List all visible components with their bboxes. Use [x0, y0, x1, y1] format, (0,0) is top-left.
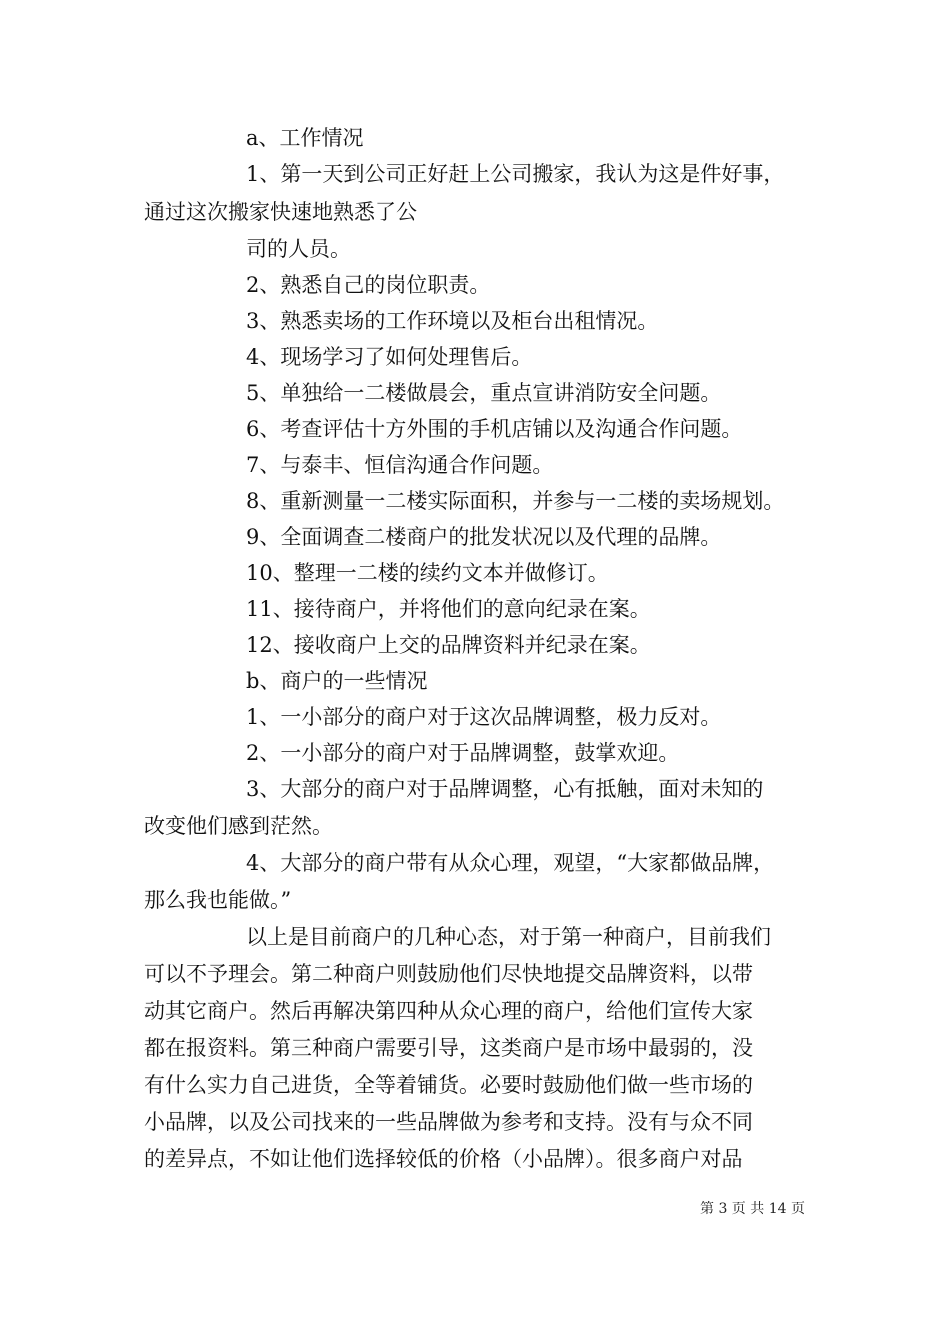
list-item: 8、重新测量一二楼实际面积，并参与一二楼的卖场规划。	[246, 489, 785, 513]
paragraph-line: 改变他们感到茫然。	[144, 814, 333, 838]
paragraph-line: 4、大部分的商户带有从众心理，观望，“大家都做品牌，	[246, 851, 775, 875]
page-number-footer: 第 3 页 共 14 页	[700, 1201, 805, 1217]
paragraph-line: 1、第一天到公司正好赶上公司搬家，我认为这是件好事，	[246, 162, 785, 186]
list-item: 4、现场学习了如何处理售后。	[246, 345, 533, 369]
list-item: 6、考查评估十方外围的手机店铺以及沟通合作问题。	[246, 417, 743, 441]
list-item: 1、一小部分的商户对于这次品牌调整，极力反对。	[246, 705, 722, 729]
list-item: 3、熟悉卖场的工作环境以及柜台出租情况。	[246, 309, 659, 333]
list-item: 10、整理一二楼的续约文本并做修订。	[246, 561, 609, 585]
list-item: 11、接待商户，并将他们的意向纪录在案。	[246, 597, 651, 621]
paragraph-line: 司的人员。	[246, 237, 351, 261]
paragraph-line: 以上是目前商户的几种心态，对于第一种商户，目前我们	[246, 925, 771, 949]
paragraph-line: 可以不予理会。第二种商户则鼓励他们尽快地提交品牌资料，以带	[144, 962, 753, 986]
section-heading-b: b、商户的一些情况	[246, 669, 428, 693]
list-item: 7、与泰丰、恒信沟通合作问题。	[246, 453, 554, 477]
paragraph-line: 小品牌，以及公司找来的一些品牌做为参考和支持。没有与众不同	[144, 1110, 753, 1134]
paragraph-line: 通过这次搬家快速地熟悉了公	[144, 200, 417, 224]
paragraph-line: 的差异点，不如让他们选择较低的价格（小品牌）。很多商户对品	[144, 1147, 743, 1171]
paragraph-line: 动其它商户。然后再解决第四种从众心理的商户，给他们宣传大家	[144, 999, 753, 1023]
list-item: 9、全面调查二楼商户的批发状况以及代理的品牌。	[246, 525, 722, 549]
list-item: 5、单独给一二楼做晨会，重点宣讲消防安全问题。	[246, 381, 722, 405]
paragraph-line: 有什么实力自己进货，全等着铺货。必要时鼓励他们做一些市场的	[144, 1073, 753, 1097]
paragraph-line: 都在报资料。第三种商户需要引导，这类商户是市场中最弱的，没	[144, 1036, 753, 1060]
section-heading-a: a、工作情况	[246, 126, 364, 150]
list-item: 2、熟悉自己的岗位职责。	[246, 273, 491, 297]
paragraph-line: 那么我也能做。”	[144, 888, 292, 912]
list-item: 2、一小部分的商户对于品牌调整，鼓掌欢迎。	[246, 741, 680, 765]
paragraph-line: 3、大部分的商户对于品牌调整，心有抵触，面对未知的	[246, 777, 764, 801]
list-item: 12、接收商户上交的品牌资料并纪录在案。	[246, 633, 651, 657]
